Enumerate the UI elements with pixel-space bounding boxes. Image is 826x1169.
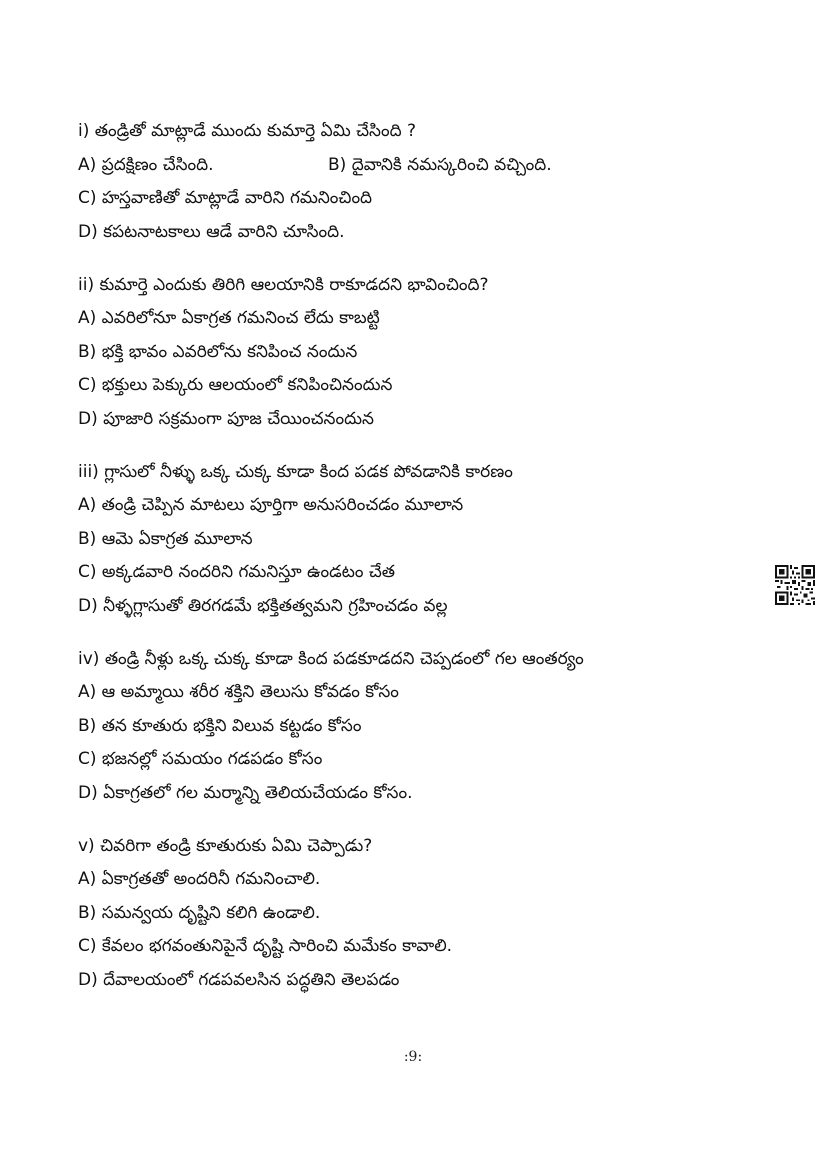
question-2 [78,275,758,429]
option-b: B) సమన్వయ దృష్టిని కలిగి ఉండాలి. [78,902,321,923]
option-c: C) భజనల్లో సమయం గడపడం కోసం [78,749,323,769]
question-stem: iv) తండ్రి నీళ్లు ఒక్క చుక్క కూడా కింద పడకూడదని చెప్పడంలో గల ఆంతర్యం [78,648,584,669]
question-5 [78,836,758,990]
page-number: :9: [403,1049,423,1065]
option-d: D) పూజారి సక్రమంగా పూజ చేయించనందున [78,408,374,429]
option-a: A) ఎవరిలోనూ ఏకాగ్రత గమనించ లేదు కాబట్టి [78,308,380,328]
question-stem: iii) గ్లాసులో నీళ్ళు ఒక్క చుక్క కూడా కింద పడక పోవడానికి కారణం [78,461,513,482]
question-stem: ii) కుమార్తె ఎందుకు తిరిగి ఆలయానికి రాకూడదని భావించింది? [78,274,489,295]
option-b: B) దైవానికి నమస్కరించి వచ్చింది. [328,154,552,175]
question-3 [78,462,758,616]
options-row-inline [78,155,758,175]
option-b: B) భక్తి భావం ఎవరిలోను కనిపించ నందున [78,341,358,362]
question-stem: v) చివరిగా తండ్రి కూతురుకు ఏమి చెప్పాడు? [78,835,373,856]
option-b: B) ఆమె ఏకాగ్రత మూలాన [78,528,253,549]
option-a: A) తండ్రి చెప్పిన మాటలు పూర్తిగా అనుసరించడం మూలాన [78,495,464,515]
option-b: B) తన కూతురు భక్తిని విలువ కట్టడం కోసం [78,715,362,736]
option-d: D) కపటనాటకాలు ఆడే వారిని చూసింది. [78,221,345,242]
option-a: A) ఆ అమ్మాయి శరీర శక్తిని తెలుసు కోవడం కోసం [78,682,399,702]
option-c: C) అక్కడవారి నందరిని గమనిస్తూ ఉండటం చేత [78,562,396,582]
option-d: D) ఏకాగ్రతలో గల మర్మాన్ని తెలియచేయడం కోసం. [78,782,413,803]
qr-code-icon [775,565,815,605]
question-stem: i) తండ్రితో మాట్లాడే ముందు కుమార్తె ఏమి చేసింది ? [78,121,417,141]
option-d: D) దేవాలయంలో గడపవలసిన పద్ధతిని తెలపడం [78,969,400,990]
option-a: A) ఏకాగ్రతతో అందరినీ గమనించాలి. [78,869,321,889]
question-list [78,121,758,1023]
option-d: D) నీళ్ళగ్లాసుతో తిరగడమే భక్తితత్వమని గ్రహించడం వల్ల [78,595,448,616]
question-4 [78,649,758,803]
option-c: C) భక్తులు పెక్కురు ఆలయంలో కనిపించినందున [78,375,393,395]
option-c: C) హస్తవాణితో మాట్లాడే వారిని గమనించింది [78,188,373,208]
question-1 [78,121,758,242]
option-c: C) కేవలం భగవంతునిపైనే దృష్టి సారించి మమేకం కావాలి. [78,936,453,956]
option-a: A) ప్రదక్షిణం చేసింది. [78,154,214,175]
